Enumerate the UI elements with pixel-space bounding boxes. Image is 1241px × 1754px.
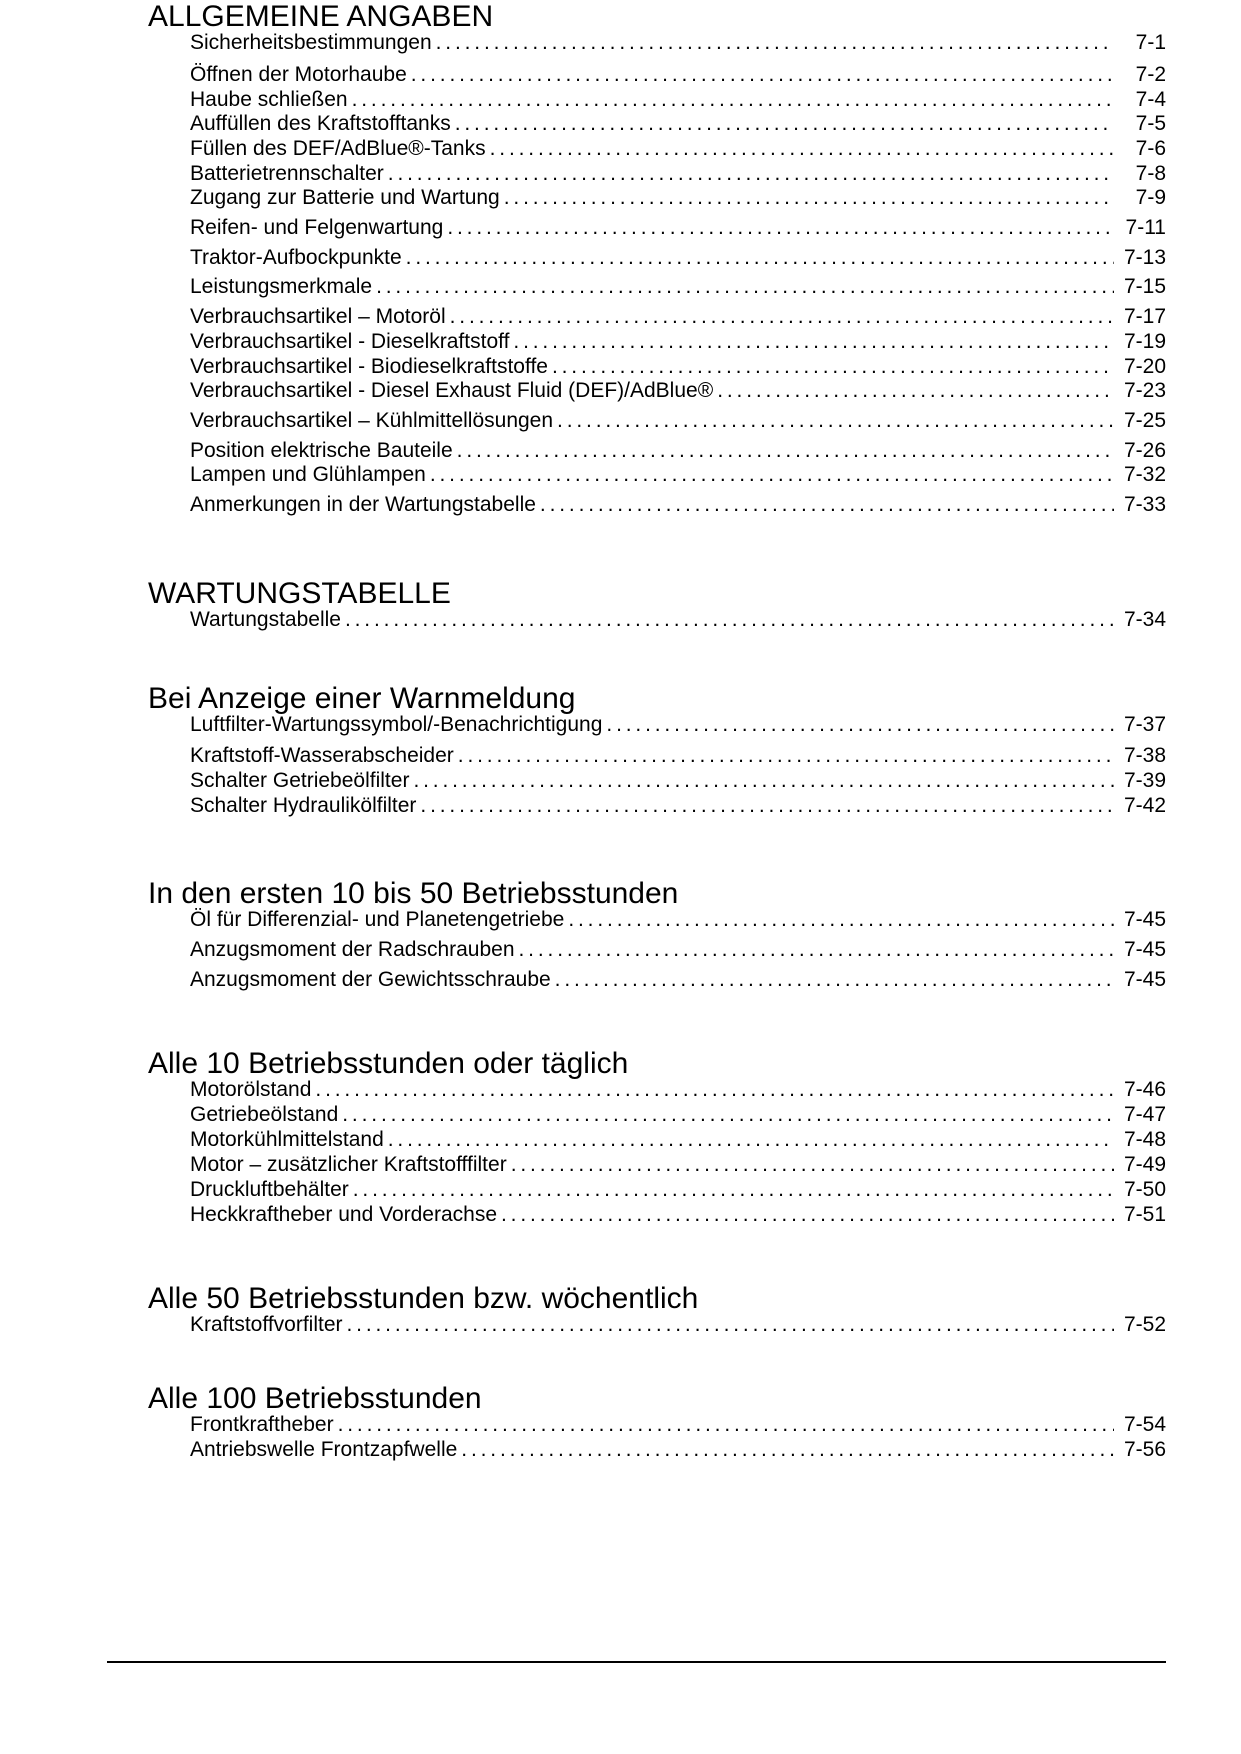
toc-entry-page-number: 7-45 <box>1123 968 1166 991</box>
toc-section <box>148 0 1166 516</box>
toc-entry-label: Motorkühlmittelstand <box>190 1128 384 1151</box>
toc-entry-page-number: 7-49 <box>1123 1153 1166 1176</box>
toc-entry[interactable] <box>190 378 1166 404</box>
dot-leader <box>353 1177 1114 1203</box>
dot-leader <box>501 1202 1114 1228</box>
toc-section-title: Alle 10 Betriebsstunden oder täglich <box>148 1047 629 1080</box>
dot-leader <box>315 1077 1114 1103</box>
toc-entry-label: Auffüllen des Kraftstofftanks <box>190 112 451 135</box>
toc-entry[interactable] <box>190 1177 1166 1203</box>
toc-entry-page-number: 7-19 <box>1123 330 1166 353</box>
toc-entry[interactable] <box>190 1102 1166 1128</box>
dot-leader <box>568 907 1114 933</box>
toc-entry-label: Verbrauchsartikel – Kühlmittellösungen <box>190 409 554 432</box>
dot-leader <box>557 408 1114 434</box>
dot-leader <box>457 438 1114 464</box>
toc-entry[interactable] <box>190 215 1166 241</box>
toc-section <box>148 1047 1166 1226</box>
toc-entry-page-number: 7-34 <box>1123 608 1166 631</box>
toc-entry[interactable] <box>190 304 1166 330</box>
footer-divider <box>107 1661 1166 1663</box>
toc-entry[interactable] <box>190 245 1166 271</box>
toc-entry-label: Verbrauchsartikel - Biodieselkraftstoffe <box>190 355 548 378</box>
toc-entry[interactable] <box>190 907 1166 933</box>
toc-entry-page-number: 7-1 <box>1135 31 1166 54</box>
toc-entry-page-number: 7-32 <box>1123 463 1166 486</box>
toc-entry-label: Druckluftbehälter <box>190 1178 349 1201</box>
toc-entry-page-number: 7-56 <box>1123 1438 1166 1461</box>
toc-entry-page-number: 7-8 <box>1135 162 1166 185</box>
dot-leader <box>388 1127 1114 1153</box>
toc-section-title: Alle 100 Betriebsstunden <box>148 1382 482 1415</box>
toc-entry-label: Wartungstabelle <box>190 608 341 631</box>
toc-entry[interactable] <box>190 967 1166 993</box>
dot-leader <box>458 743 1114 769</box>
toc-section-title: WARTUNGSTABELLE <box>148 577 451 610</box>
toc-entry-label: Getriebeölstand <box>190 1103 339 1126</box>
dot-leader <box>347 1312 1115 1338</box>
dot-leader <box>342 1102 1114 1128</box>
toc-entry-page-number: 7-17 <box>1123 305 1166 328</box>
toc-entry-label: Kraftstoff-Wasserabscheider <box>190 744 454 767</box>
toc-entry[interactable] <box>190 1202 1166 1228</box>
dot-leader <box>552 354 1114 380</box>
toc-section <box>148 1282 1166 1336</box>
toc-entry[interactable] <box>190 62 1166 88</box>
dot-leader <box>519 937 1114 963</box>
toc-entry-label: Heckkraftheber und Vorderachse <box>190 1203 498 1226</box>
dot-leader <box>436 30 1114 56</box>
toc-entry[interactable] <box>190 743 1166 769</box>
toc-entry-label: Kraftstoffvorfilter <box>190 1313 343 1336</box>
toc-entry[interactable] <box>190 1312 1166 1338</box>
toc-section-title: In den ersten 10 bis 50 Betriebsstunden <box>148 877 679 910</box>
toc-entry[interactable] <box>190 111 1166 137</box>
dot-leader <box>338 1412 1114 1438</box>
toc-section-title: Bei Anzeige einer Warnmeldung <box>148 682 576 715</box>
toc-entry[interactable] <box>190 354 1166 380</box>
toc-entry-label: Sicherheitsbestimmungen <box>190 31 432 54</box>
toc-entry[interactable] <box>190 462 1166 488</box>
dot-leader <box>420 793 1114 819</box>
dot-leader <box>345 607 1114 633</box>
toc-entry[interactable] <box>190 408 1166 434</box>
toc-entry-page-number: 7-38 <box>1123 744 1166 767</box>
dot-leader <box>411 62 1114 88</box>
dot-leader <box>606 712 1114 738</box>
dot-leader <box>388 161 1114 187</box>
toc-entry-page-number: 7-9 <box>1135 186 1166 209</box>
dot-leader <box>376 274 1114 300</box>
toc-entry-page-number: 7-54 <box>1123 1413 1166 1436</box>
toc-entry-label: Anzugsmoment der Gewichtsschraube <box>190 968 551 991</box>
toc-entry-label: Öffnen der Motorhaube <box>190 63 407 86</box>
toc-section <box>148 1382 1166 1461</box>
toc-entry-page-number: 7-26 <box>1123 439 1166 462</box>
toc-entry-label: Traktor-Aufbockpunkte <box>190 246 402 269</box>
toc-entry-page-number: 7-50 <box>1123 1178 1166 1201</box>
toc-entry-label: Anmerkungen in der Wartungstabelle <box>190 493 536 516</box>
toc-entry[interactable] <box>190 136 1166 162</box>
dot-leader <box>455 111 1114 137</box>
toc-section <box>148 877 1166 991</box>
toc-entry-page-number: 7-52 <box>1123 1313 1166 1336</box>
toc-entry-label: Reifen- und Felgenwartung <box>190 216 444 239</box>
toc-entry[interactable] <box>190 185 1166 211</box>
toc-entry-page-number: 7-48 <box>1123 1128 1166 1151</box>
toc-entry-label: Schalter Hydraulikölfilter <box>190 794 417 817</box>
toc-entry[interactable] <box>190 329 1166 355</box>
toc-entry-label: Zugang zur Batterie und Wartung <box>190 186 500 209</box>
dot-leader <box>717 378 1114 404</box>
toc-entry-label: Schalter Getriebeölfilter <box>190 769 410 792</box>
dot-leader <box>461 1437 1114 1463</box>
toc-entry[interactable] <box>190 793 1166 819</box>
toc-entry[interactable] <box>190 607 1166 633</box>
toc-entry[interactable] <box>190 161 1166 187</box>
toc-entry[interactable] <box>190 768 1166 794</box>
toc-entry-page-number: 7-5 <box>1135 112 1166 135</box>
toc-entry-page-number: 7-2 <box>1135 63 1166 86</box>
toc-entry-label: Luftfilter-Wartungssymbol/-Benachrichtigung <box>190 713 603 736</box>
dot-leader <box>413 768 1114 794</box>
toc-entry-page-number: 7-15 <box>1123 275 1166 298</box>
dot-leader <box>504 185 1114 211</box>
toc-entry-page-number: 7-6 <box>1135 137 1166 160</box>
toc-entry-label: Verbrauchsartikel - Diesel Exhaust Fluid (DEF)/AdBlue® <box>190 379 714 402</box>
dot-leader <box>511 1152 1114 1178</box>
dot-leader <box>513 329 1114 355</box>
toc-section-title: Alle 50 Betriebsstunden bzw. wöchentlich <box>148 1282 699 1315</box>
toc-section <box>148 682 1166 817</box>
dot-leader <box>450 304 1114 330</box>
toc-entry-label: Öl für Differenzial- und Planetengetriebe <box>190 908 565 931</box>
toc-entry[interactable] <box>190 1437 1166 1463</box>
toc-entry-label: Antriebswelle Frontzapfwelle <box>190 1438 458 1461</box>
toc-entry[interactable] <box>190 1127 1166 1153</box>
toc-section-title: ALLGEMEINE ANGABEN <box>148 0 494 33</box>
dot-leader <box>430 462 1114 488</box>
toc-entry-page-number: 7-20 <box>1123 355 1166 378</box>
toc-entry-label: Batterietrennschalter <box>190 162 384 185</box>
dot-leader <box>540 492 1114 518</box>
toc-entry-label: Füllen des DEF/AdBlue®-Tanks <box>190 137 486 160</box>
toc-entry-page-number: 7-45 <box>1123 908 1166 931</box>
toc-entry[interactable] <box>190 438 1166 464</box>
toc-entry-label: Position elektrische Bauteile <box>190 439 453 462</box>
dot-leader <box>447 215 1114 241</box>
toc-entry[interactable] <box>190 492 1166 518</box>
toc-entry[interactable] <box>190 712 1166 738</box>
toc-entry-label: Verbrauchsartikel – Motoröl <box>190 305 446 328</box>
toc-entry-page-number: 7-13 <box>1123 246 1166 269</box>
toc-entry[interactable] <box>190 937 1166 963</box>
toc-entry-page-number: 7-33 <box>1123 493 1166 516</box>
toc-entry-page-number: 7-37 <box>1123 713 1166 736</box>
toc-entry-label: Motorölstand <box>190 1078 312 1101</box>
toc-entry[interactable] <box>190 30 1166 56</box>
toc-entry[interactable] <box>190 274 1166 300</box>
toc-entry-page-number: 7-47 <box>1123 1103 1166 1126</box>
toc-entry[interactable] <box>190 87 1166 113</box>
toc-section <box>148 577 1166 631</box>
dot-leader <box>352 87 1114 113</box>
toc-entry-page-number: 7-11 <box>1125 216 1166 239</box>
dot-leader <box>406 245 1114 271</box>
toc-entry-page-number: 7-4 <box>1135 88 1166 111</box>
toc-entry-label: Verbrauchsartikel - Dieselkraftstoff <box>190 330 510 353</box>
toc-entry[interactable] <box>190 1077 1166 1103</box>
toc-entry-page-number: 7-46 <box>1123 1078 1166 1101</box>
toc-entry-label: Lampen und Glühlampen <box>190 463 426 486</box>
dot-leader <box>490 136 1114 162</box>
toc-entry-page-number: 7-25 <box>1123 409 1166 432</box>
toc-entry-page-number: 7-39 <box>1123 769 1166 792</box>
toc-entry-label: Haube schließen <box>190 88 348 111</box>
dot-leader <box>555 967 1114 993</box>
toc-entry[interactable] <box>190 1412 1166 1438</box>
toc-entry-page-number: 7-45 <box>1123 938 1166 961</box>
toc-entry-label: Anzugsmoment der Radschrauben <box>190 938 515 961</box>
toc-entry-page-number: 7-23 <box>1123 379 1166 402</box>
toc-entry-page-number: 7-51 <box>1123 1203 1166 1226</box>
toc-entry-label: Frontkraftheber <box>190 1413 334 1436</box>
toc-entry-page-number: 7-42 <box>1123 794 1166 817</box>
toc-entry-label: Motor – zusätzlicher Kraftstofffilter <box>190 1153 507 1176</box>
toc-entry[interactable] <box>190 1152 1166 1178</box>
toc-entry-label: Leistungsmerkmale <box>190 275 373 298</box>
